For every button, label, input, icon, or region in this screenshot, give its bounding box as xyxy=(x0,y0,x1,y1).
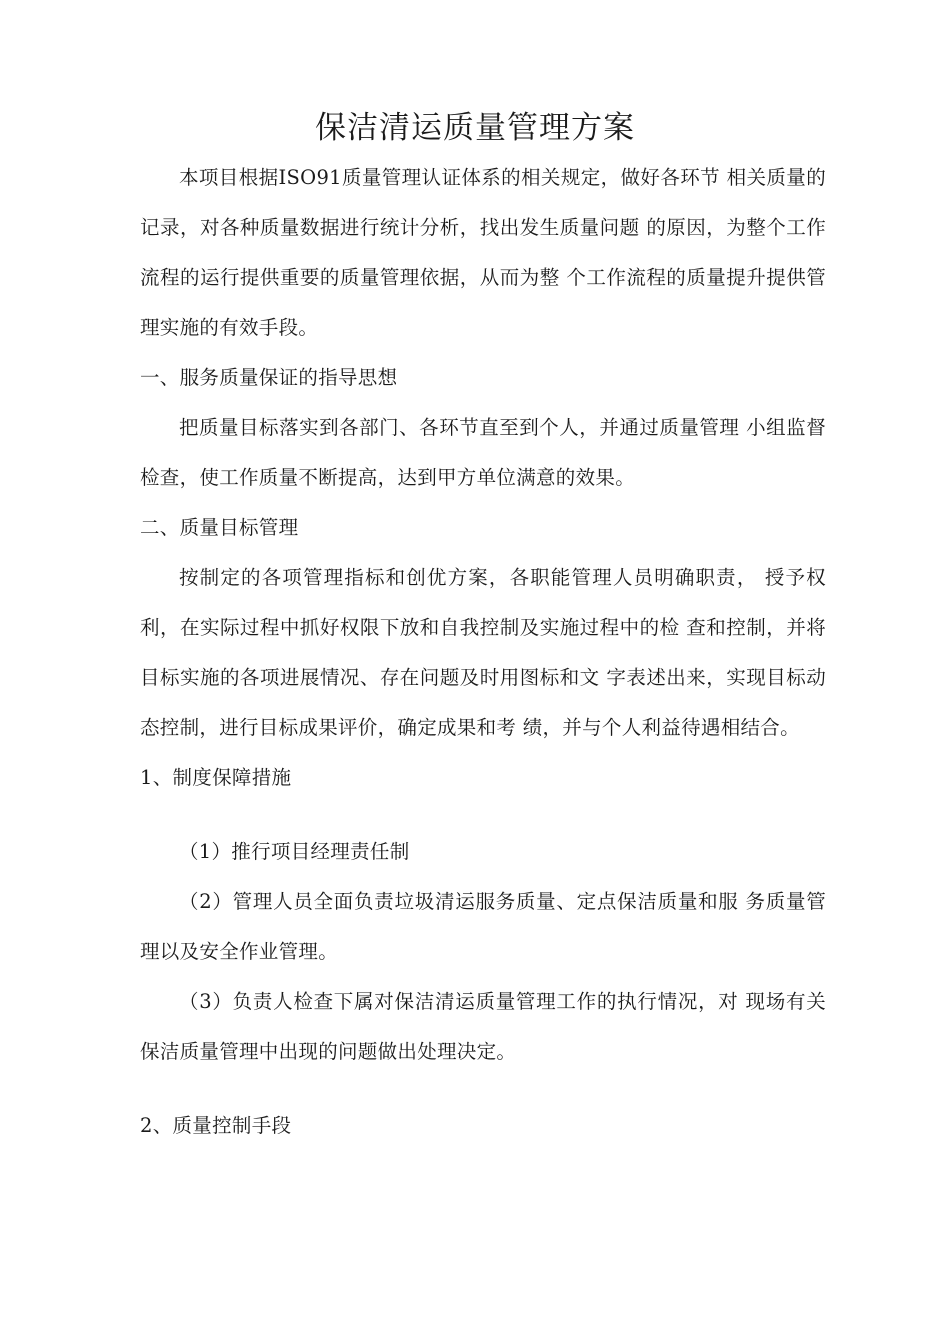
document-title: 保洁清运质量管理方案 xyxy=(315,110,635,146)
quality-objectives-paragraph: 按制定的各项管理指标和创优方案，各职能管理人员明确职责， 授予权利，在实际过程中抓好权限下放和自我控制及实施过程中的检 查和控制，并将目标实施的各项进展情况、存在问题及时用图标和文 字表述出来，实现目标动态控制，进行目标成果评价，确定成果和考 绩，并与个人利益待遇相结合。 xyxy=(140,566,826,739)
list-item-management-duties: （2）管理人员全面负责垃圾清运服务质量、定点保洁质量和服 务质量管理以及安全作业管理。 xyxy=(140,890,826,963)
guiding-principle-paragraph: 把质量目标落实到各部门、各环节直至到个人，并通过质量管理 小组监督检查，使工作质量不断提高，达到甲方单位满意的效果。 xyxy=(140,416,826,489)
spacer xyxy=(140,803,826,827)
subsection-heading-system-measures: 1、制度保障措施 xyxy=(140,766,292,789)
document-body xyxy=(140,153,826,1151)
list-item-manager-responsibility: （1）推行项目经理责任制 xyxy=(179,840,410,863)
subsection-heading-quality-control: 2、质量控制手段 xyxy=(140,1114,292,1137)
spacer xyxy=(140,1077,826,1101)
section-heading-guiding-principle: 一、服务质量保证的指导思想 xyxy=(140,366,398,389)
section-heading-quality-objectives: 二、质量目标管理 xyxy=(140,516,299,539)
intro-paragraph: 本项目根据ISO91质量管理认证体系的相关规定，做好各环节 相关质量的记录，对各种质量数据进行统计分析，找出发生质量问题 的原因，为整个工作流程的运行提供重要的质量管理依据，从而为整 个工作流程的质量提升提供管理实施的有效手段。 xyxy=(140,166,826,339)
list-item-inspection: （3）负责人检查下属对保洁清运质量管理工作的执行情况，对 现场有关保洁质量管理中出现的问题做出处理决定。 xyxy=(140,990,826,1063)
